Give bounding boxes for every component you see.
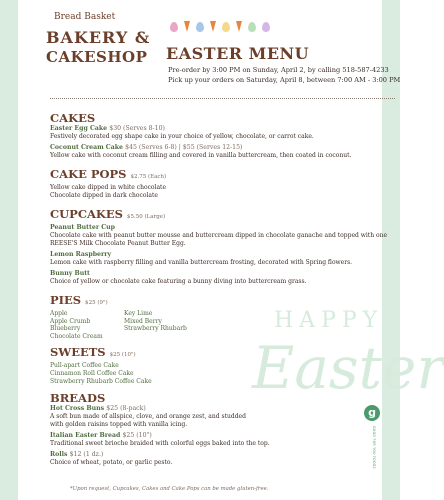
section-title-text: CUPCAKES — [50, 207, 123, 221]
list-item: Strawberry Rhubarb Coffee Cake — [50, 377, 152, 385]
pies-column-2 — [124, 310, 198, 340]
logo-line-3: CAKESHOP — [46, 48, 148, 66]
item-description: Yellow cake with coconut cream filling and covered in vanilla buttercream, then coated in coconut. — [50, 152, 352, 159]
item-description: Choice of yellow or chocolate cake featuring a bunny diving into buttercream grass. — [50, 278, 307, 285]
item-description: A soft bun made of allspice, clove, and orange zest, and studded with golden raisins topped with vanilla icing. — [50, 413, 246, 429]
section-title-text: SWEETS — [50, 345, 106, 360]
egg-icon — [170, 22, 178, 32]
item-title: Bunny Butt — [50, 270, 90, 277]
section-title-text: CAKE POPS — [50, 167, 127, 181]
carrot-icon — [210, 21, 216, 32]
preorder-line: Pre-order by 3:00 PM on Sunday, April 2, by calling 518-587-4233 — [168, 66, 389, 74]
carrot-icon — [236, 21, 242, 32]
list-item: Apple — [50, 310, 68, 317]
watermark-easter: Easter — [252, 334, 444, 402]
item-title: Lemon Raspberry — [50, 251, 112, 258]
item-name — [50, 451, 390, 459]
list-item: Strawberry Rhubarb — [124, 325, 187, 333]
item-description: Traditional sweet brioche braided with colorful eggs baked into the top. — [50, 440, 270, 448]
watermark-happy: HAPPY — [274, 308, 384, 333]
list-item: Mixed Berry — [124, 317, 162, 325]
item-price: $25 (10") — [122, 432, 152, 440]
item-price: $45 (Serves 6-8) | $55 (Serves 12-15) — [125, 144, 243, 151]
item-description: Lemon cake with raspberry filling and vanilla buttercream frosting, decorated with Spring flowers. — [50, 259, 353, 266]
section-cakes — [50, 112, 390, 160]
left-mint-stripe — [0, 0, 18, 500]
egg-icon — [248, 22, 256, 32]
section-price: $25 (10") — [109, 352, 136, 359]
gluten-free-footnote: *Upon request, Cupcakes, Cakes and Cake Pops can be made gluten-free. — [70, 486, 269, 492]
menu-title: EASTER MENU — [166, 44, 310, 63]
header-divider — [50, 98, 395, 99]
item-price: $12 (1 dz.) — [69, 451, 104, 459]
bakery-logo — [46, 12, 151, 66]
logo-line-2: BAKERY & — [46, 28, 151, 47]
list-item: Chocolate dipped in dark chocolate — [50, 192, 158, 199]
section-price: $25 (9") — [85, 300, 108, 306]
list-item: Apple Crumb — [50, 317, 91, 325]
item-name — [50, 144, 390, 152]
item-price: $25 (8-pack) — [106, 405, 146, 413]
section-cupcakes — [50, 208, 390, 286]
list-item: Yellow cake dipped in white chocolate — [50, 184, 167, 191]
item-title: Hot Cross Buns — [50, 405, 105, 413]
easter-eggs-decoration — [170, 20, 290, 34]
item-description: Festively decorated egg shape cake in your choice of yellow, chocolate, or carrot cake. — [50, 133, 314, 140]
item-name — [50, 125, 390, 133]
list-item: Chocolate Cream — [50, 332, 103, 340]
logo-line-1: Bread Basket — [54, 12, 116, 22]
section-title-cakes: CAKES — [50, 111, 96, 125]
carrot-icon — [184, 21, 190, 32]
section-title-cake-pops — [50, 168, 390, 184]
list-item: Key Lime — [124, 310, 153, 317]
item-title: Easter Egg Cake — [50, 125, 108, 132]
pies-column-1 — [50, 310, 124, 340]
section-price: $5.50 (Large) — [127, 214, 166, 220]
section-cake-pops — [50, 168, 390, 200]
item-description: Choice of wheat, potato, or garlic pesto. — [50, 459, 173, 467]
section-price: $2.75 (Each) — [130, 174, 167, 180]
item-title: Italian Easter Bread — [50, 432, 121, 440]
list-item: Pull-apart Coffee Cake — [50, 362, 119, 370]
section-title-text: PIES — [50, 293, 82, 307]
badge-text: GOOD FOR YOU FOODS — [372, 426, 376, 469]
item-title: Peanut Butter Cup — [50, 224, 115, 231]
section-title-breads: BREADS — [50, 391, 106, 406]
item-description: Chocolate cake with peanut butter mousse and buttercream dipped in chocolate ganache and topped with one REESE'S Milk Chocolate Peanut Butter Egg. — [50, 232, 388, 247]
happy-easter-watermark — [246, 308, 444, 428]
item-title: Coconut Cream Cake — [50, 144, 123, 151]
list-item: Blueberry — [50, 325, 81, 333]
section-title-cupcakes — [50, 208, 390, 224]
good-for-you-badge-icon: g — [364, 405, 380, 421]
item-price: $30 (Serves 8-10) — [109, 125, 165, 132]
egg-icon — [196, 22, 204, 32]
egg-icon — [222, 22, 230, 32]
item-name — [50, 432, 390, 440]
pickup-line: Pick up your orders on Saturday, April 8, between 7:00 AM - 3:00 PM — [168, 75, 401, 84]
menu-page — [18, 0, 444, 500]
list-item: Cinnamon Roll Coffee Cake — [50, 369, 134, 377]
item-title: Rolls — [50, 451, 68, 459]
egg-icon — [262, 22, 270, 32]
preorder-info — [168, 66, 403, 85]
